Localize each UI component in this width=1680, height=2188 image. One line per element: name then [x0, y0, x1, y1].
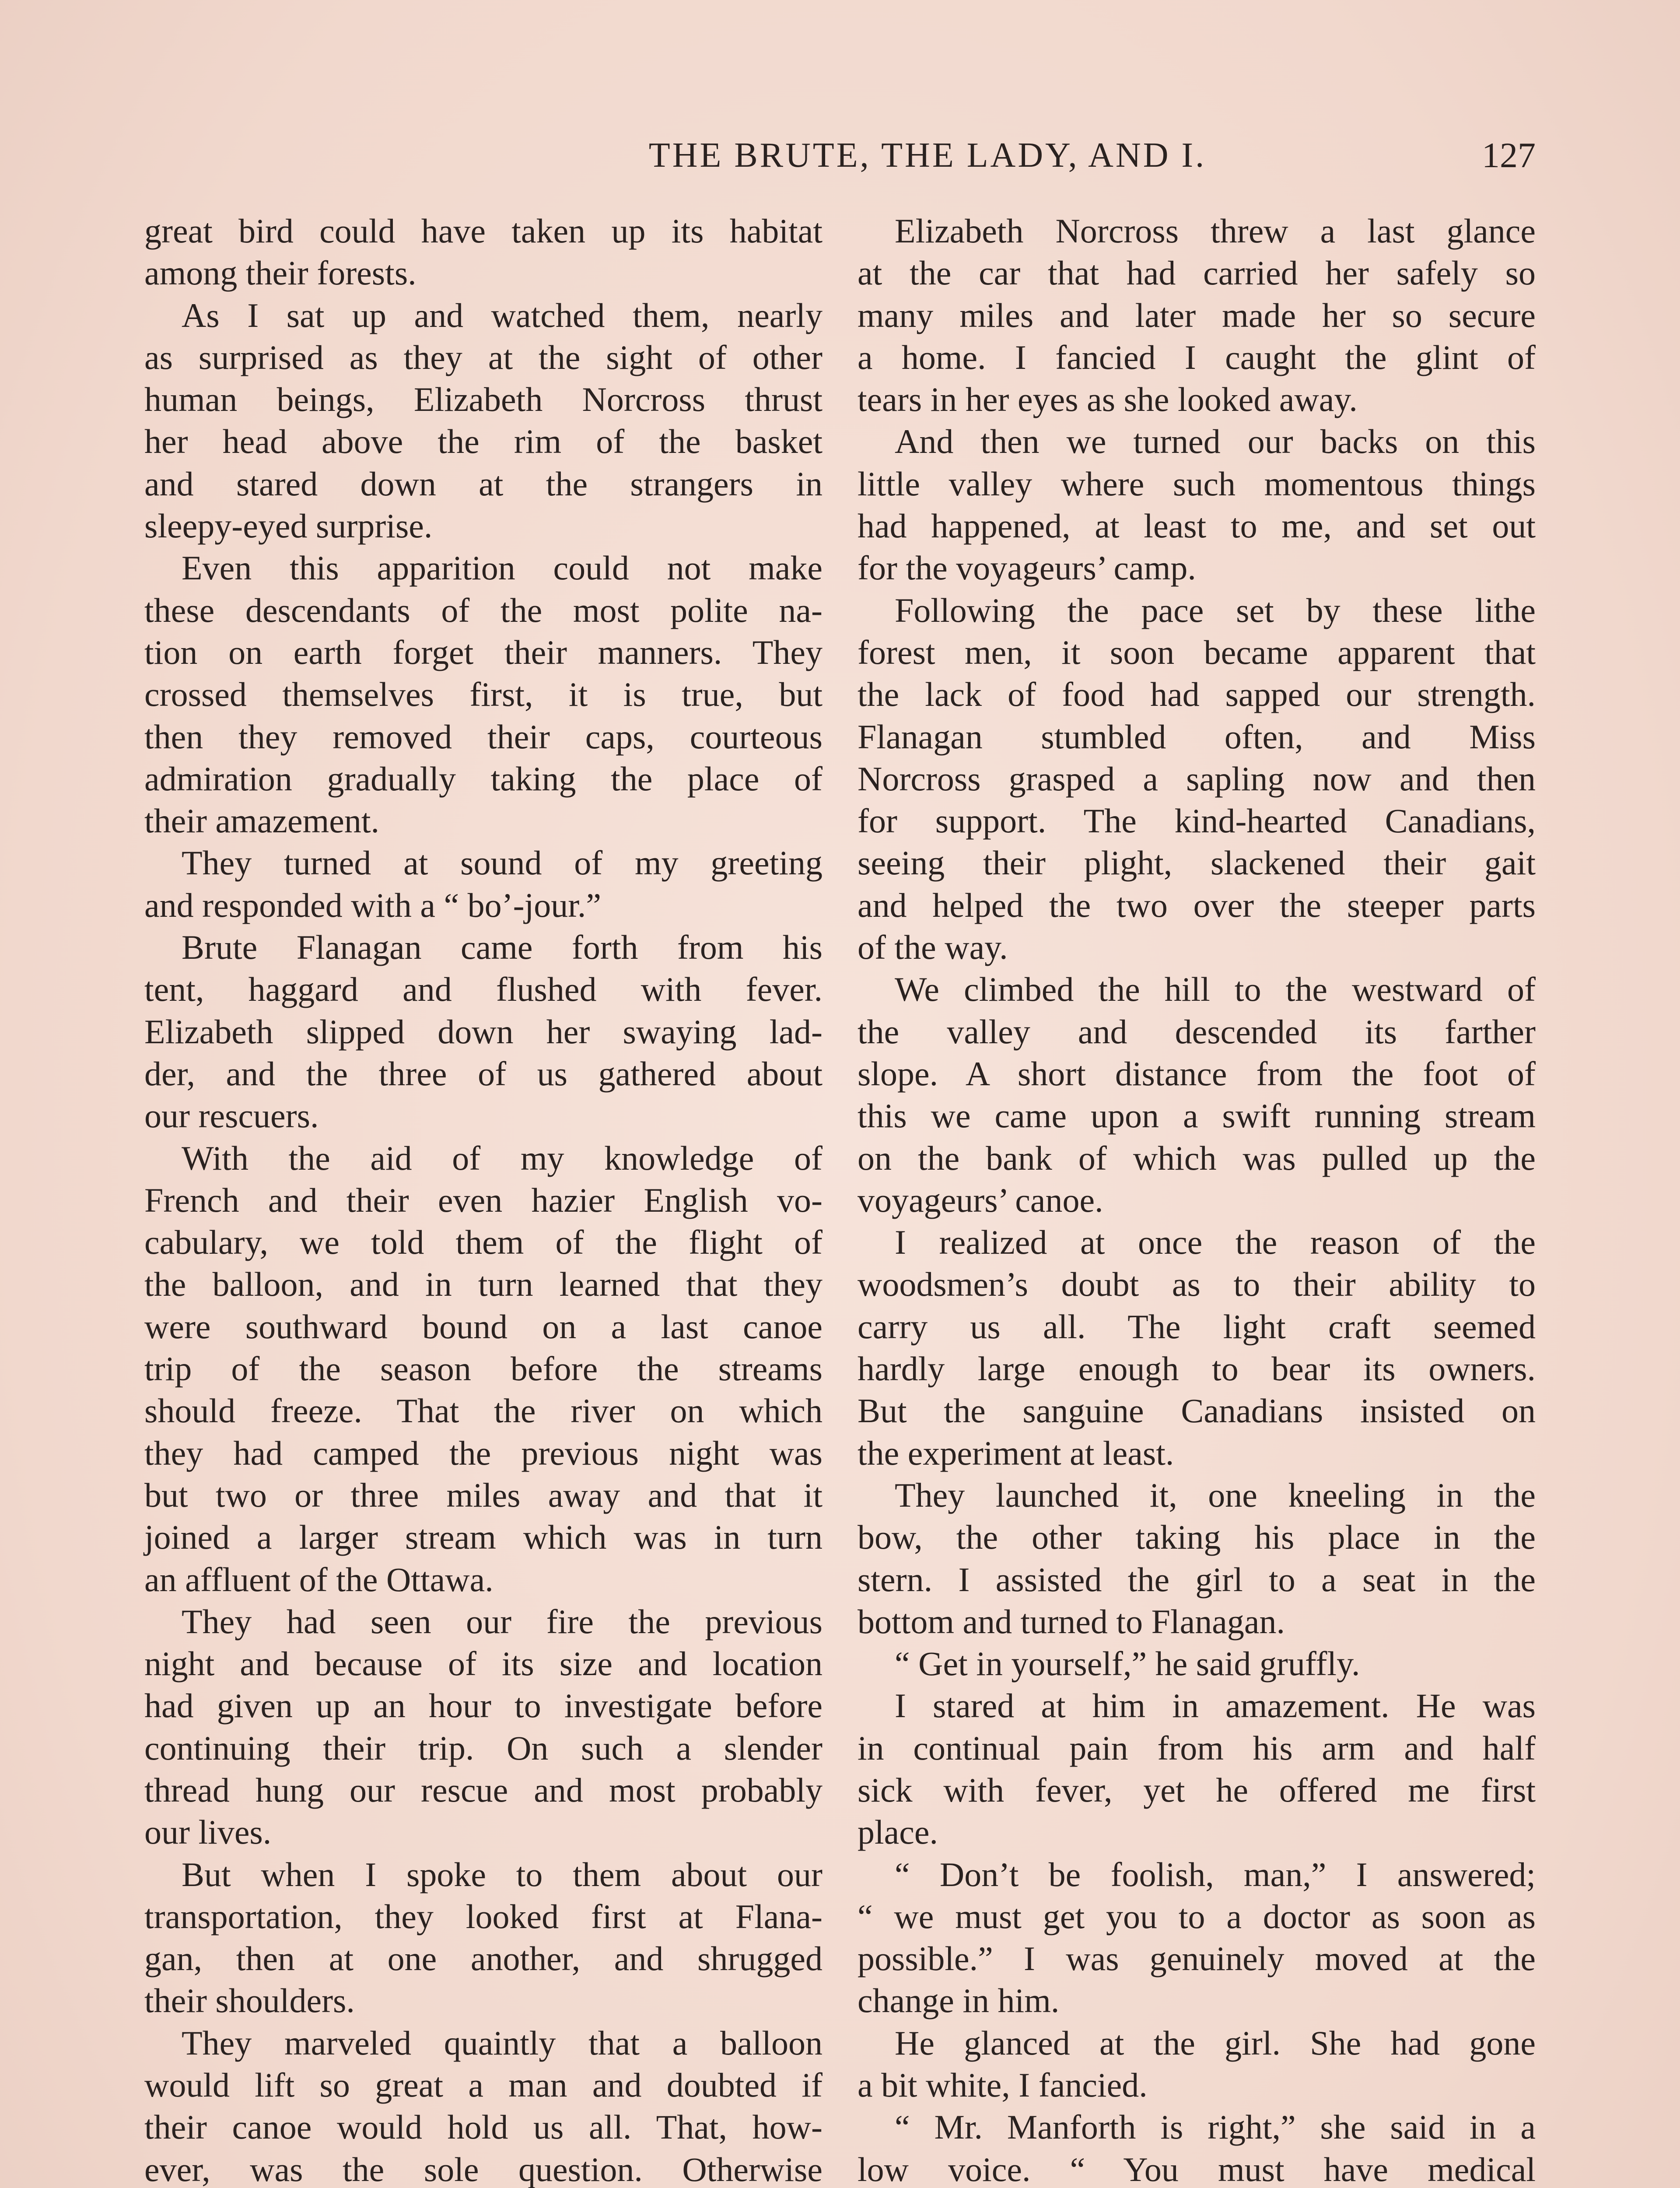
- text-line: joined a larger stream which was in turn: [144, 1518, 822, 1557]
- text-line: and responded with a “ bo’-jour.”: [144, 886, 602, 924]
- text-line: night and because of its size and location: [144, 1645, 822, 1683]
- text-line: bottom and turned to Flanagan.: [858, 1602, 1285, 1641]
- text-line: our lives.: [144, 1813, 272, 1851]
- text-line: bow, the other taking his place in the: [858, 1518, 1536, 1557]
- text-line: and stared down at the strangers in: [144, 464, 822, 503]
- text-line: “ Don’t be foolish, man,” I answered;: [895, 1855, 1536, 1893]
- text-line: for support. The kind-hearted Canadians,: [858, 802, 1536, 840]
- text-line: for the voyageurs’ camp.: [858, 549, 1196, 587]
- text-line: They launched it, one kneeling in the: [895, 1476, 1536, 1514]
- text-line: We climbed the hill to the westward of: [895, 970, 1536, 1009]
- text-line: Norcross grasped a sapling now and then: [858, 759, 1536, 798]
- text-line: Even this apparition could not make: [182, 549, 822, 587]
- text-line: They marveled quaintly that a balloon: [182, 2023, 822, 2062]
- text-line: gan, then at one another, and shrugged: [144, 1939, 822, 1978]
- text-line: tears in her eyes as she looked away.: [858, 380, 1358, 419]
- text-line: But when I spoke to them about our: [182, 1855, 822, 1893]
- text-line: They had seen our fire the previous: [182, 1602, 822, 1641]
- text-line: transportation, they looked first at Flana-: [144, 1897, 822, 1936]
- text-line: human beings, Elizabeth Norcross thrust: [144, 380, 822, 419]
- text-line: an affluent of the Ottawa.: [144, 1560, 494, 1599]
- text-line: and helped the two over the steeper parts: [858, 886, 1536, 924]
- right-column: [858, 210, 1536, 2188]
- text-line: little valley where such momentous things: [858, 464, 1536, 503]
- text-line: crossed themselves first, it is true, but: [144, 675, 822, 714]
- text-line: their amazement.: [144, 802, 380, 840]
- text-line: Brute Flanagan came forth from his: [182, 928, 822, 967]
- text-line: had given up an hour to investigate before: [144, 1687, 822, 1725]
- text-line: But the sanguine Canadians insisted on: [858, 1392, 1536, 1430]
- text-line: a home. I fancied I caught the glint of: [858, 338, 1536, 376]
- text-line: as surprised as they at the sight of other: [144, 338, 822, 376]
- text-line: change in him.: [858, 1981, 1060, 2020]
- text-line: trip of the season before the streams: [144, 1350, 822, 1388]
- text-line: her head above the rim of the basket: [144, 422, 822, 461]
- text-line: the valley and descended its farther: [858, 1012, 1536, 1051]
- page-header: [144, 131, 1536, 179]
- text-line: a bit white, I fancied.: [858, 2066, 1148, 2104]
- text-line: the experiment at least.: [858, 1434, 1174, 1472]
- text-line: I stared at him in amazement. He was: [895, 1687, 1536, 1725]
- text-line: possible.” I was genuinely moved at the: [858, 1939, 1536, 1978]
- text-line: stern. I assisted the girl to a seat in the: [858, 1560, 1536, 1599]
- text-line: He glanced at the girl. She had gone: [895, 2023, 1536, 2062]
- text-line: “ Mr. Manforth is right,” she said in a: [895, 2108, 1536, 2146]
- text-line: tent, haggard and flushed with fever.: [144, 970, 822, 1009]
- text-line: low voice. “ You must have medical: [858, 2150, 1536, 2188]
- text-line: at the car that had carried her safely so: [858, 254, 1536, 292]
- text-line: on the bank of which was pulled up the: [858, 1139, 1536, 1177]
- text-line: sleepy-eyed surprise.: [144, 507, 433, 545]
- text-line: the lack of food had sapped our strength.: [858, 675, 1536, 714]
- text-line: admiration gradually taking the place of: [144, 759, 822, 798]
- text-line: carry us all. The light craft seemed: [858, 1307, 1536, 1346]
- text-line: forest men, it soon became apparent that: [858, 633, 1536, 671]
- text-line: With the aid of my knowledge of: [182, 1139, 822, 1177]
- text-line: then they removed their caps, courteous: [144, 717, 822, 756]
- text-line: woodsmen’s doubt as to their ability to: [858, 1265, 1536, 1304]
- text-line: seeing their plight, slackened their gait: [858, 844, 1536, 882]
- text-line: French and their even hazier English vo-: [144, 1181, 822, 1219]
- text-line: cabulary, we told them of the flight of: [144, 1223, 822, 1262]
- text-line: had happened, at least to me, and set out: [858, 507, 1536, 545]
- text-line: sick with fever, yet he offered me first: [858, 1771, 1536, 1809]
- text-line: slope. A short distance from the foot of: [858, 1054, 1536, 1093]
- page-number: 127: [1482, 135, 1536, 175]
- text-line: Elizabeth slipped down her swaying lad-: [144, 1012, 822, 1051]
- text-line: in continual pain from his arm and half: [858, 1729, 1536, 1767]
- text-line: were southward bound on a last canoe: [144, 1307, 822, 1346]
- text-line: ever, was the sole question. Otherwise: [144, 2150, 822, 2188]
- text-line: would lift so great a man and doubted if: [144, 2066, 822, 2104]
- text-line: place.: [858, 1813, 938, 1851]
- text-line: their canoe would hold us all. That, how-: [144, 2108, 822, 2146]
- text-line: Flanagan stumbled often, and Miss: [858, 717, 1536, 756]
- text-line: As I sat up and watched them, nearly: [182, 296, 822, 334]
- text-line: many miles and later made her so secure: [858, 296, 1536, 334]
- text-line: the balloon, and in turn learned that they: [144, 1265, 822, 1304]
- text-line: “ we must get you to a doctor as soon as: [858, 1897, 1536, 1936]
- text-line: should freeze. That the river on which: [144, 1392, 822, 1430]
- text-line: “ Get in yourself,” he said gruffly.: [895, 1645, 1360, 1683]
- text-line: great bird could have taken up its habitat: [144, 212, 822, 250]
- text-line: their shoulders.: [144, 1981, 355, 2020]
- text-line: And then we turned our backs on this: [895, 422, 1536, 461]
- text-line: they had camped the previous night was: [144, 1434, 822, 1472]
- text-line: thread hung our rescue and most probably: [144, 1771, 822, 1809]
- left-column: [144, 210, 822, 2188]
- text-line: Elizabeth Norcross threw a last glance: [895, 212, 1536, 250]
- text-line: tion on earth forget their manners. They: [144, 633, 822, 671]
- text-line: Following the pace set by these lithe: [895, 591, 1536, 629]
- text-line: among their forests.: [144, 254, 416, 292]
- text-line: voyageurs’ canoe.: [858, 1181, 1103, 1219]
- text-line: but two or three miles away and that it: [144, 1476, 822, 1514]
- text-line: They turned at sound of my greeting: [182, 844, 822, 882]
- running-title: THE BRUTE, THE LADY, AND I.: [648, 136, 1207, 175]
- text-line: continuing their trip. On such a slender: [144, 1729, 822, 1767]
- text-line: hardly large enough to bear its owners.: [858, 1350, 1536, 1388]
- text-line: of the way.: [858, 928, 1008, 967]
- text-line: this we came upon a swift running stream: [858, 1097, 1536, 1135]
- text-line: these descendants of the most polite na-: [144, 591, 822, 629]
- text-line: I realized at once the reason of the: [895, 1223, 1536, 1262]
- text-line: our rescuers.: [144, 1097, 319, 1135]
- text-line: der, and the three of us gathered about: [144, 1054, 822, 1093]
